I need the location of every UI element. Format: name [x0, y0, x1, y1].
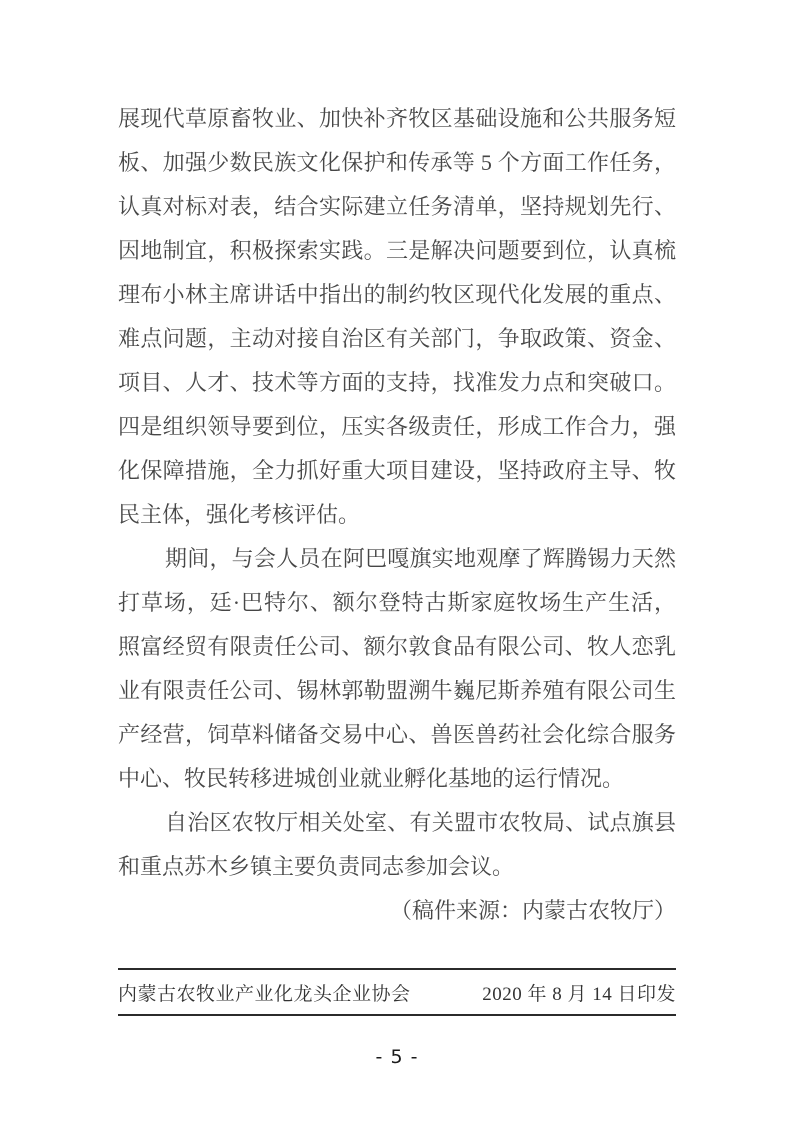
body-line: 打草场，廷·巴特尔、额尔登特古斯家庭牧场生产生活，: [118, 590, 676, 615]
footer-band: [118, 968, 676, 1016]
body-line: 产经营，饲草料储备交易中心、兽医兽药社会化综合服务: [118, 722, 676, 747]
body-line: 期间，与会人员在阿巴嘎旗实地观摩了辉腾锡力天然: [165, 546, 676, 571]
body-line: 中心、牧民转移进城创业就业孵化基地的运行情况。: [118, 766, 625, 791]
body-line: 认真对标对表，结合实际建立任务清单，坚持规划先行、: [118, 194, 676, 219]
body-line: 理布小林主席讲话中指出的制约牧区现代化发展的重点、: [118, 282, 676, 307]
source-attribution: （稿件来源：内蒙古农牧厅）: [389, 898, 676, 923]
body-line: 民主体，强化考核评估。: [118, 502, 361, 527]
body-line: 板、加强少数民族文化保护和传承等 5 个方面工作任务，: [118, 150, 676, 175]
page-number: - 5 -: [375, 1046, 419, 1068]
document-body: [118, 97, 676, 933]
footer-print-date: 2020 年 8 月 14 日印发: [482, 983, 676, 1005]
body-line: 和重点苏木乡镇主要负责同志参加会议。: [118, 854, 515, 879]
body-line: 自治区农牧厅相关处室、有关盟市农牧局、试点旗县: [165, 810, 676, 835]
footer-issuer: 内蒙古农牧业产业化龙头企业协会: [118, 983, 411, 1005]
body-line: 业有限责任公司、锡林郭勒盟溯牛巍尼斯养殖有限公司生: [118, 678, 676, 703]
body-line: 照富经贸有限责任公司、额尔敦食品有限公司、牧人恋乳: [118, 634, 676, 659]
body-line: 展现代草原畜牧业、加快补齐牧区基础设施和公共服务短: [118, 106, 676, 131]
body-line: 四是组织领导要到位，压实各级责任，形成工作合力，强: [118, 414, 676, 439]
body-line: 项目、人才、技术等方面的支持，找准发力点和突破口。: [118, 370, 676, 395]
body-line: 化保障措施，全力抓好重大项目建设，坚持政府主导、牧: [118, 458, 676, 483]
body-line: 因地制宜，积极探索实践。三是解决问题要到位，认真梳: [118, 238, 676, 263]
body-line: 难点问题，主动对接自治区有关部门，争取政策、资金、: [118, 326, 676, 351]
